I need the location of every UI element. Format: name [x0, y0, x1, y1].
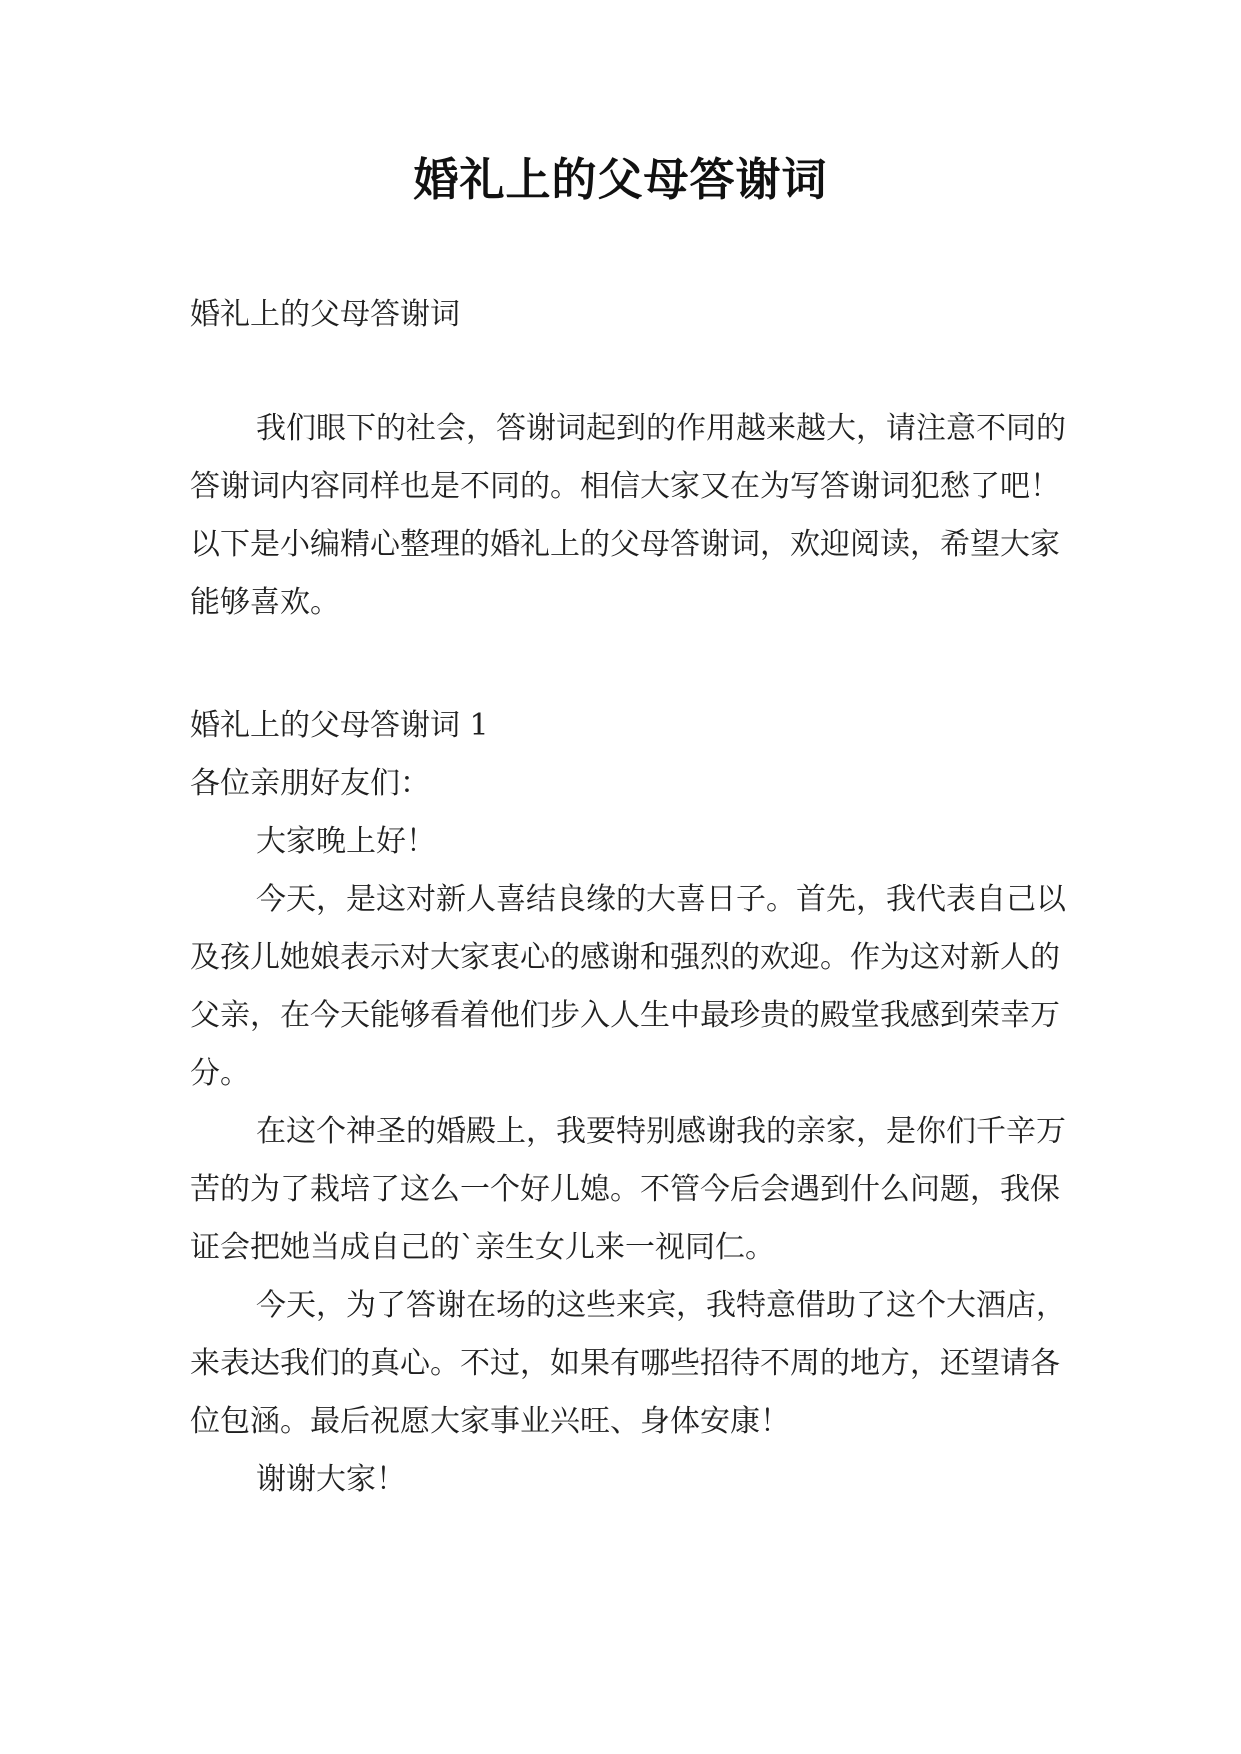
speech-paragraph: 大家晚上好！: [256, 824, 436, 859]
document-subtitle: [190, 286, 1070, 344]
speech-paragraph: 今天，为了答谢在场的这些来宾，我特意借助了这个大酒店，来表达我们的真心。不过，如果有哪些招待不周的地方，还望请各位包涵。最后祝愿大家事业兴旺、身体安康！: [190, 1288, 1066, 1439]
document-title: 婚礼上的父母答谢词: [413, 153, 828, 206]
intro-block: [190, 400, 1070, 632]
speech-section: [190, 697, 1070, 1509]
section-heading: 婚礼上的父母答谢词 1: [190, 708, 489, 743]
intro-paragraph: 我们眼下的社会，答谢词起到的作用越来越大，请注意不同的答谢词内容同样也是不同的。相信大家又在为写答谢词犯愁了吧！以下是小编精心整理的婚礼上的父母答谢词，欢迎阅读，希望大家能够喜欢。: [190, 411, 1066, 620]
speech-paragraph: 谢谢大家！: [256, 1462, 406, 1497]
speech-paragraph: 在这个神圣的婚殿上，我要特别感谢我的亲家，是你们千辛万苦的为了栽培了这么一个好儿媳。不管今后会遇到什么问题，我保证会把她当成自己的`亲生女儿来一视同仁。: [190, 1114, 1066, 1265]
salutation: 各位亲朋好友们：: [190, 766, 430, 801]
speech-paragraph: 今天，是这对新人喜结良缘的大喜日子。首先，我代表自己以及孩儿她娘表示对大家衷心的感谢和强烈的欢迎。作为这对新人的父亲，在今天能够看着他们步入人生中最珍贵的殿堂我感到荣幸万分。: [190, 882, 1066, 1091]
subtitle-line: 婚礼上的父母答谢词: [190, 297, 460, 332]
